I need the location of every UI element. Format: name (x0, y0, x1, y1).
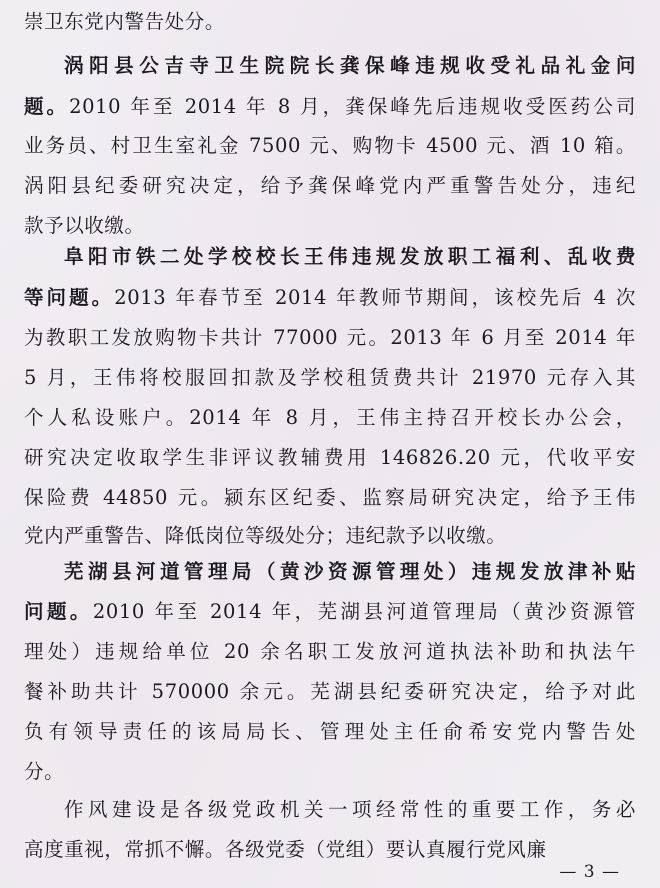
body-text: 2010 年至 2014 年，芜湖县河道管理局（黄沙资源管 (92, 600, 636, 623)
text-line (24, 722, 636, 742)
text-line (24, 12, 636, 32)
body-text: 5 月，王伟将校服回扣款及学校租赁费共计 21970 元存入其 (24, 366, 636, 389)
text-line (24, 602, 636, 622)
text-line (64, 562, 636, 582)
text-line (24, 97, 636, 117)
text-line (24, 136, 636, 156)
body-text: 保险费 44850 元。颍东区纪委、监察局研究决定，给予王伟 (24, 486, 636, 509)
body-text: 2013 年春节至 2014 年教师节期间，该校先后 4 次 (114, 286, 636, 309)
bold-heading-text: 涡阳县公吉寺卫生院院长龚保峰违规收受礼品礼金问 (64, 54, 636, 77)
text-line (24, 840, 636, 860)
body-text: 负有领导责任的该局局长、管理处主任俞希安党内警告处 (24, 720, 636, 743)
text-line (64, 247, 636, 267)
body-text: 个人私设账户。2014 年 8 月，王伟主持召开校长办公会， (24, 406, 636, 429)
text-line (24, 368, 636, 388)
text-line (64, 56, 636, 76)
page-number: — 3 — (559, 862, 620, 882)
text-line (24, 288, 636, 308)
body-text: 党内严重警告、降低岗位等级处分；违纪款予以收缴。 (24, 524, 507, 547)
body-text: 分。 (24, 760, 65, 783)
bold-heading-text: 阜阳市铁二处学校校长王伟违规发放职工福利、乱收费 (64, 245, 636, 268)
text-line (24, 408, 636, 428)
text-line (64, 800, 636, 820)
text-line (24, 216, 636, 236)
body-text: 为教职工发放购物卡共计 77000 元。2013 年 6 月至 2014 年 (24, 326, 636, 349)
text-line (24, 682, 636, 702)
body-text: 研究决定收取学生非评议教辅费用 146826.20 元，代收平安 (24, 446, 636, 469)
body-text: 餐补助共计 570000 余元。芜湖县纪委研究决定，给予对此 (24, 680, 636, 703)
bold-heading-text: 题。 (24, 95, 70, 118)
text-line (24, 448, 636, 468)
text-line (24, 176, 636, 196)
text-line (24, 488, 636, 508)
text-line (24, 526, 636, 546)
body-text: 2010 年至 2014 年 8 月，龚保峰先后违规收受医药公司 (69, 95, 637, 118)
body-text: 高度重视，常抓不懈。各级党委（党组）要认真履行党风廉 (24, 838, 547, 861)
text-line (24, 328, 636, 348)
bold-heading-text: 芜湖县河道管理局（黄沙资源管理处）违规发放津补贴 (64, 560, 636, 583)
body-text: 作风建设是各级党政机关一项经常性的重要工作，务必 (64, 798, 636, 821)
body-text: 涡阳县纪委研究决定，给予龚保峰党内严重警告处分，违纪 (24, 174, 636, 197)
body-text: 崇卫东党内警告处分。 (24, 10, 226, 33)
text-line (24, 762, 636, 782)
body-text: 业务员、村卫生室礼金 7500 元、购物卡 4500 元、酒 10 箱。 (24, 134, 636, 157)
bold-heading-text: 等问题。 (24, 286, 115, 309)
body-text: 款予以收缴。 (24, 214, 145, 237)
bold-heading-text: 问题。 (24, 600, 93, 623)
body-text: 理处）违规给单位 20 余名职工发放河道执法补助和执法午 (24, 640, 636, 663)
text-line (24, 642, 636, 662)
